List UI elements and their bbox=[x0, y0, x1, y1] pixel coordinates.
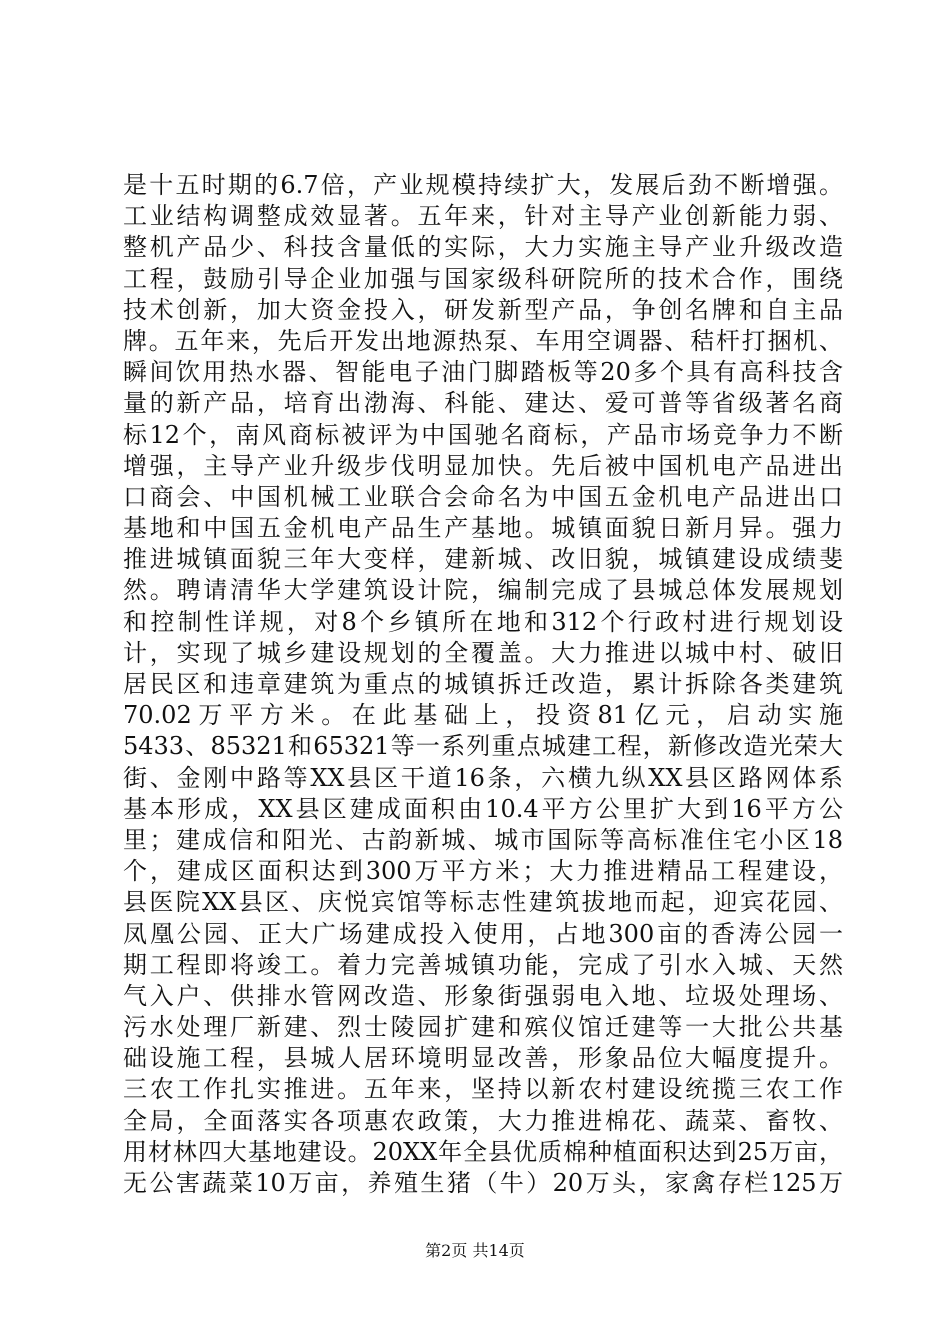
text-line: 牌。五年来，先后开发出地源热泵、车用空调器、秸杆打捆机、 bbox=[123, 326, 843, 355]
text-line: 推进城镇面貌三年大变样，建新城、改旧貌，城镇建设成绩斐 bbox=[123, 545, 843, 574]
text-line: 工程，鼓励引导企业加强与国家级科研院所的技术合作，围绕 bbox=[123, 264, 843, 293]
text-line: 口商会、中国机械工业联合会命名为中国五金机电产品进出口 bbox=[123, 482, 843, 511]
text-line: 气入户、供排水管网改造、形象街强弱电入地、垃圾处理场、 bbox=[123, 981, 843, 1010]
text-line: 增强，主导产业升级步伐明显加快。先后被中国机电产品进出 bbox=[123, 451, 843, 480]
text-line: 期工程即将竣工。着力完善城镇功能，完成了引水入城、天然 bbox=[123, 950, 843, 979]
text-line: 用材林四大基地建设。20XX年全县优质棉种植面积达到25万亩， bbox=[123, 1137, 843, 1166]
text-line: 工业结构调整成效显著。五年来，针对主导产业创新能力弱、 bbox=[123, 202, 843, 231]
text-line: 是十五时期的6.7倍，产业规模持续扩大，发展后劲不断增强。 bbox=[123, 171, 843, 199]
text-line: 瞬间饮用热水器、智能电子油门脚踏板等20多个具有高科技含 bbox=[123, 358, 843, 387]
text-line: 街、金刚中路等XX县区干道16条，六横九纵XX县区路网体系 bbox=[123, 763, 843, 792]
text-line: 基本形成，XX县区建成面积由10.4平方公里扩大到16平方公 bbox=[123, 794, 843, 823]
text-line: 凤凰公园、正大广场建成投入使用，占地300亩的香涛公园一 bbox=[123, 919, 843, 948]
page-footer bbox=[0, 1240, 950, 1262]
text-line: 无公害蔬菜10万亩，养殖生猪（牛）20万头，家禽存栏125万 bbox=[123, 1169, 843, 1197]
text-line: 里；建成信和阳光、古韵新城、城市国际等高标准住宅小区18 bbox=[123, 825, 843, 854]
text-line: 技术创新，加大资金投入，研发新型产品，争创名牌和自主品 bbox=[123, 295, 843, 324]
text-line: 个，建成区面积达到300万平方米；大力推进精品工程建设， bbox=[123, 857, 843, 886]
text-line: 基地和中国五金机电产品生产基地。城镇面貌日新月异。强力 bbox=[123, 514, 843, 543]
text-line: 污水处理厂新建、烈士陵园扩建和殡仪馆迁建等一大批公共基 bbox=[123, 1013, 843, 1042]
text-line: 础设施工程，县城人居环境明显改善，形象品位大幅度提升。 bbox=[123, 1044, 843, 1073]
page-number-label: 第2页 共14页 bbox=[425, 1241, 525, 1260]
text-line: 县医院XX县区、庆悦宾馆等标志性建筑拔地而起，迎宾花园、 bbox=[123, 888, 843, 917]
body-text bbox=[123, 170, 843, 1199]
text-line: 三农工作扎实推进。五年来，坚持以新农村建设统揽三农工作 bbox=[123, 1075, 843, 1104]
text-line: 和控制性详规，对8个乡镇所在地和312个行政村进行规划设 bbox=[123, 607, 843, 636]
text-line: 量的新产品，培育出渤海、科能、建达、爱可普等省级著名商 bbox=[123, 389, 843, 418]
text-line: 全局，全面落实各项惠农政策，大力推进棉花、蔬菜、畜牧、 bbox=[123, 1106, 843, 1135]
text-line: 标12个，南风商标被评为中国驰名商标，产品市场竞争力不断 bbox=[123, 420, 843, 449]
text-line: 整机产品少、科技含量低的实际，大力实施主导产业升级改造 bbox=[123, 233, 843, 262]
text-line: 70.02万平方米。在此基础上，投资81亿元，启动实施 bbox=[123, 701, 843, 730]
text-line: 然。聘请清华大学建筑设计院，编制完成了县城总体发展规划 bbox=[123, 576, 843, 605]
text-line: 计，实现了城乡建设规划的全覆盖。大力推进以城中村、破旧 bbox=[123, 638, 843, 667]
text-line: 居民区和违章建筑为重点的城镇拆迁改造，累计拆除各类建筑 bbox=[123, 670, 843, 698]
text-line: 5433、85321和65321等一系列重点城建工程，新修改造光荣大 bbox=[123, 732, 843, 761]
